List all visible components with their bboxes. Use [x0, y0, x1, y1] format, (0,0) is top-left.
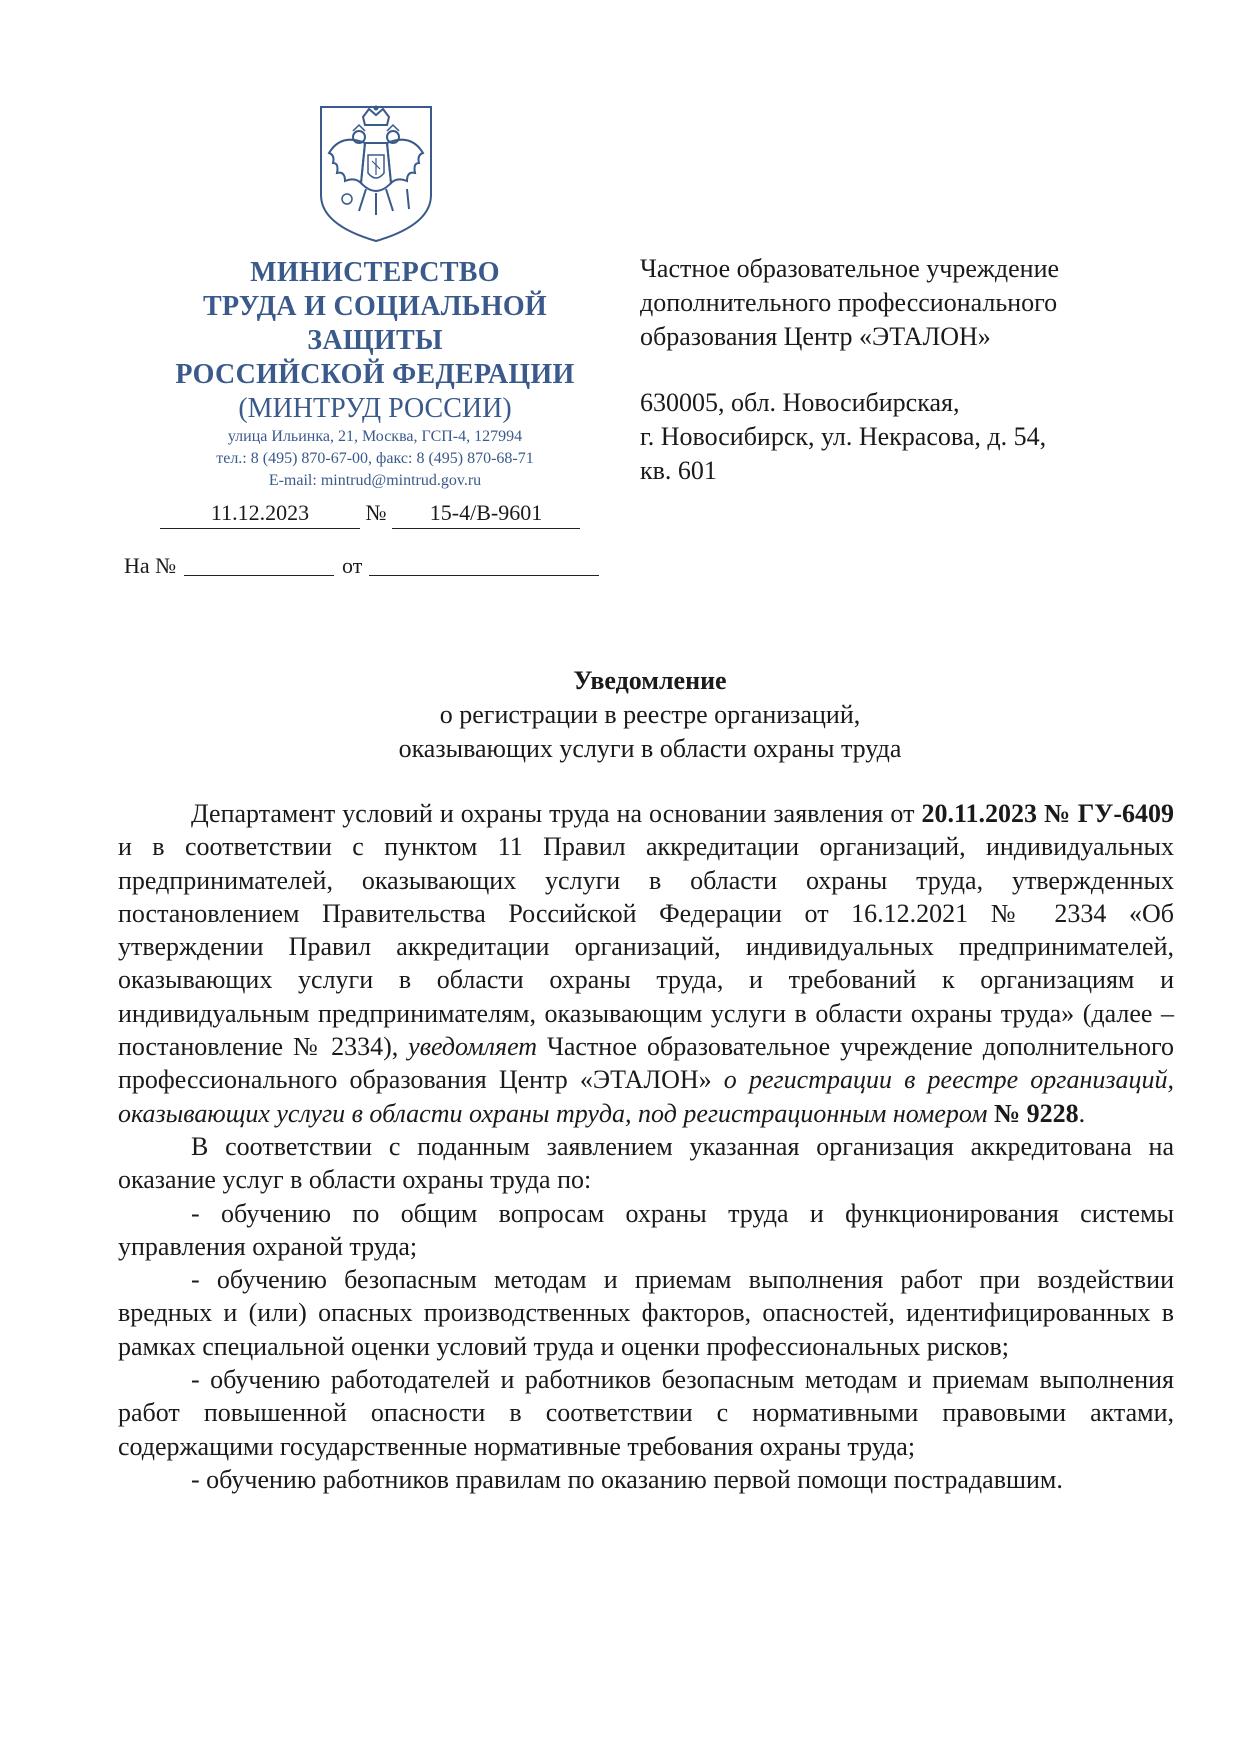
- addressee-block: [640, 252, 1120, 488]
- body-text: .: [1078, 1098, 1086, 1128]
- list-item: - обучению по общим вопросам охраны труда и функционирования системы управления охраной труда;: [118, 1198, 1174, 1261]
- ministry-line: МИНИСТЕРСТВО: [250, 257, 500, 288]
- title-subline: о регистрации в реестре организаций,: [439, 700, 861, 729]
- body-paragraph-2: В соответствии с поданным заявлением указанная организация аккредитована на оказание услуг в области охраны труда по:: [118, 1131, 1174, 1195]
- title-heading: Уведомление: [573, 666, 727, 695]
- number-sign: №: [365, 500, 387, 525]
- body-emphasis: уведомляет: [408, 1032, 538, 1062]
- addressee-gap: [640, 354, 1120, 386]
- document-title: [130, 664, 1170, 766]
- ministry-line: РОССИЙСКОЙ ФЕДЕРАЦИИ: [175, 359, 575, 390]
- addressee-org-line: Частное образовательное учреждение: [640, 254, 1060, 283]
- reference-label: На №: [124, 553, 177, 578]
- list-item: - обучению работодателей и работников безопасным методам и приемам выполнения работ повышенной опасности в соответствии с нормативными правовыми актами, содержащими государственные нормативные требования охраны труда;: [118, 1365, 1174, 1461]
- letter-number: 15-4/В-9601: [392, 500, 580, 529]
- reference-row: [124, 553, 604, 583]
- addressee-address-line: кв. 601: [640, 456, 717, 485]
- ministry-email: E-mail: mintrud@mintrud.gov.ru: [268, 472, 482, 489]
- registration-number: № 9228: [987, 1098, 1079, 1128]
- reference-date-blank: [369, 575, 599, 576]
- body-emphasis: о регистрации в реестре организаций, оказывающих услуги в области охраны труда, под регистрационным номером: [118, 1065, 1174, 1128]
- document-body: [118, 797, 1174, 1496]
- application-reference: 20.11.2023 № ГУ-6409: [921, 799, 1174, 828]
- body-paragraph-1: [118, 797, 1174, 1130]
- ministry-address: улица Ильинка, 21, Москва, ГСП-4, 127994: [227, 428, 523, 445]
- list-item: - обучению безопасным методам и приемам выполнения работ при воздействии вредных и (или) опасных производственных факторов, опасностей, идентифицированных в рамках специальной оценки условий труда и оценки профессиональных рисков;: [118, 1265, 1174, 1361]
- body-text: Департамент условий и охраны труда на основании заявления от: [191, 799, 922, 828]
- ministry-line: ТРУДА И СОЦИАЛЬНОЙ: [203, 291, 547, 322]
- title-subline: оказывающих услуги в области охраны труда: [398, 734, 902, 763]
- registration-row: [160, 500, 580, 530]
- addressee-org-line: образования Центр «ЭТАЛОН»: [640, 322, 991, 351]
- reference-number-blank: [184, 575, 334, 576]
- addressee-org-line: дополнительного профессионального: [640, 288, 1058, 317]
- reference-from-label: от: [342, 553, 363, 578]
- coat-of-arms-emblem: [311, 103, 441, 245]
- list-item: - обучению работников правилам по оказанию первой помощи пострадавшим.: [191, 1464, 1063, 1494]
- addressee-address-line: 630005, обл. Новосибирская,: [640, 388, 960, 417]
- letter-date: 11.12.2023: [160, 500, 360, 529]
- body-text: Частное образовательное учреждение дополнительного профессионального образования Центр «ЭТАЛОН»: [118, 1032, 1174, 1095]
- ministry-header: [130, 256, 620, 492]
- addressee-address-line: г. Новосибирск, ул. Некрасова, д. 54,: [640, 422, 1047, 451]
- ministry-short-name: (МИНТРУД РОССИИ): [238, 393, 512, 424]
- body-text: и в соответствии с пунктом 11 Правил аккредитации организаций, индивидуальных предпринимателей, оказывающих услуги в области охраны труда, утвержденных постановлением Правительства Российской Федерации от 16.12.2021 № 2334 «Об утверждении Правил аккредитации организаций, индивидуальных предпринимателей, оказывающих услуги в области охраны труда, и требований к организациям и индивидуальным предпринимателям, оказывающим услуги в области охраны труда» (далее – постановление № 2334),: [118, 832, 1174, 1062]
- ministry-phones: тел.: 8 (495) 870-67-00, факс: 8 (495) 870-68-71: [216, 450, 534, 467]
- ministry-line: ЗАЩИТЫ: [307, 325, 443, 356]
